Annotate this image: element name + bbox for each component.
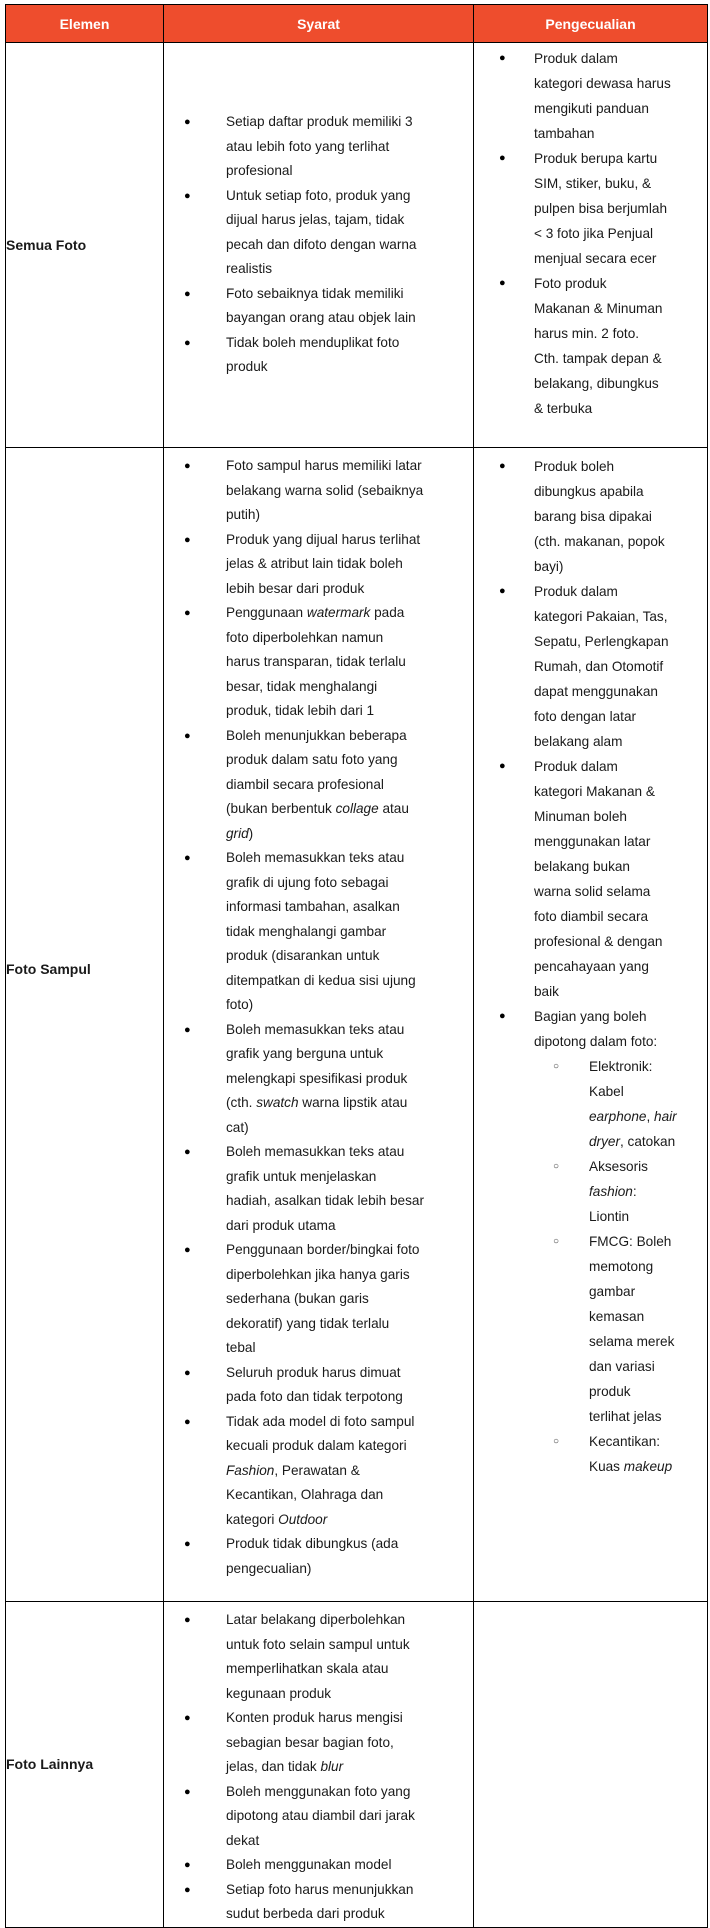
- list-item: [164, 1853, 473, 1878]
- hollow-bullet-icon: ○: [553, 1436, 560, 1447]
- hollow-bullet-icon: ○: [553, 1061, 560, 1072]
- list-item: [164, 1780, 473, 1854]
- hollow-bullet-icon: ○: [553, 1161, 560, 1172]
- bullet-icon: ●: [184, 460, 191, 472]
- list-item-text: Foto sebaiknya tidak memiliki bayangan orang atau objek lain: [226, 285, 416, 326]
- list-item-text: Produk berupa kartu SIM, stiker, buku, & pulpen bisa berjumlah < 3 foto jika Penjual menjual secara ecer: [534, 151, 668, 266]
- list-item-text: Produk dalam kategori dewasa harus mengikuti panduan tambahan: [534, 51, 671, 141]
- bullet-icon: ●: [184, 1538, 191, 1550]
- bullet-icon: ●: [184, 1883, 191, 1896]
- bullet-icon: ●: [184, 607, 191, 619]
- list-item-text: Boleh memasukkan teks atau grafik yang berguna untuk melengkapi spesifikasi produk (cth. swatch warna lipstik atau cat): [226, 1021, 408, 1135]
- list-item-text: Foto sampul harus memiliki latar belakang warna solid (sebaiknya putih): [226, 458, 424, 522]
- pengecualian-cell: [474, 1602, 708, 1928]
- sub-list-item: [474, 1229, 705, 1429]
- table-row-foto-sampul: [6, 448, 708, 1602]
- list-item-text: Produk yang dijual harus terlihat jelas & atribut lain tidak boleh lebih besar dari produk: [226, 531, 421, 596]
- list-item: [164, 331, 473, 380]
- italic-term: Fashion: [226, 1462, 275, 1478]
- sub-list-item-text: FMCG: Boleh memotong gambar kemasan selama merek dan variasi produk terlihat jelas: [589, 1234, 675, 1424]
- bullet-icon: ●: [499, 760, 506, 772]
- bullet-icon: ●: [184, 116, 191, 129]
- list-item-text: Setiap daftar produk memiliki 3 atau lebih foto yang terlihat profesional: [226, 114, 413, 179]
- list-item-text: Boleh memasukkan teks atau grafik untuk menjelaskan hadiah, asalkan tidak lebih besar dari produk utama: [226, 1144, 424, 1233]
- sub-list-item: [474, 1429, 705, 1479]
- list-item: [164, 184, 473, 282]
- pengecualian-cell: [474, 43, 708, 448]
- list-item: [164, 528, 473, 602]
- bullet-icon: ●: [499, 585, 506, 597]
- bullet-icon: ●: [499, 52, 506, 64]
- table-header-row: [6, 5, 708, 43]
- bullet-icon: ●: [184, 1614, 191, 1626]
- italic-term: Outdoor: [278, 1511, 328, 1527]
- list-item: [164, 1878, 473, 1927]
- syarat-list: [164, 1608, 473, 1927]
- italic-term: grid: [226, 825, 249, 841]
- bullet-icon: ●: [184, 1712, 191, 1724]
- list-item: [164, 1608, 473, 1706]
- list-item-text: Produk dalam kategori Pakaian, Tas, Sepatu, Perlengkapan Rumah, dan Otomotif dapat menggunakan foto dengan latar belakang alam: [534, 584, 669, 749]
- list-item-text: Boleh menggunakan foto yang dipotong atau diambil dari jarak dekat: [226, 1783, 415, 1848]
- italic-term: swatch: [256, 1095, 299, 1110]
- row-label-text: Semua Foto: [6, 237, 87, 253]
- pengecualian-list: [474, 454, 707, 1479]
- list-item: [164, 724, 473, 847]
- list-item: [164, 1361, 473, 1410]
- list-item: [474, 146, 707, 271]
- bullet-icon: ●: [499, 277, 506, 289]
- bullet-icon: ●: [184, 729, 191, 742]
- list-item: [164, 1532, 473, 1581]
- list-item-text: Produk dalam kategori Makanan & Minuman boleh menggunakan latar belakang bukan warna solid selama foto diambil secara profesional & dengan pencahayaan yang baik: [534, 759, 663, 999]
- row-label-text: Foto Lainnya: [6, 1756, 94, 1773]
- list-item-text: Foto produk Makanan & Minuman harus min. 2 foto. Cth. tampak depan & belakang, dibungkus & terbuka: [534, 276, 663, 416]
- italic-term: earphone: [589, 1109, 647, 1124]
- list-item: [474, 46, 707, 146]
- bullet-icon: ●: [184, 189, 191, 202]
- table-row-semua-foto: [6, 43, 708, 448]
- syarat-list: [164, 454, 473, 1581]
- list-item: [474, 454, 707, 579]
- list-item-text: Tidak ada model di foto sampul kecuali produk dalam kategori Fashion, Perawatan & Kecantikan, Olahraga dan kategori Outdoor: [226, 1413, 415, 1527]
- bullet-icon: ●: [499, 152, 506, 164]
- sub-list-item: [474, 1154, 705, 1229]
- bullet-icon: ●: [184, 287, 191, 300]
- syarat-cell: [164, 1602, 474, 1928]
- list-item-text: Penggunaan watermark pada foto diperbolehkan namun harus transparan, tidak terlalu besar, tidak menghalangi produk, tidak lebih dari 1: [226, 605, 406, 718]
- list-item-text: Produk tidak dibungkus (ada pengecualian): [226, 1536, 399, 1576]
- bullet-icon: ●: [184, 852, 191, 864]
- list-item: [164, 846, 473, 1018]
- italic-term: collage: [335, 801, 379, 816]
- sub-list-item-text: Elektronik: Kabel earphone, hair dryer, catokan: [589, 1059, 677, 1149]
- list-item-text: Boleh menunjukkan beberapa produk dalam satu foto yang diambil secara profesional (bukan berbentuk collage atau grid): [226, 727, 409, 841]
- bullet-icon: ●: [499, 460, 506, 472]
- bullet-icon: ●: [184, 1415, 191, 1428]
- list-item: [164, 1018, 473, 1141]
- bullet-icon: ●: [184, 1366, 191, 1379]
- list-item-text: Untuk setiap foto, produk yang dijual harus jelas, tajam, tidak pecah dan difoto dengan warna realistis: [226, 187, 417, 277]
- hollow-bullet-icon: ○: [553, 1236, 560, 1247]
- sub-list: [474, 1054, 705, 1479]
- bullet-icon: ●: [184, 1859, 191, 1871]
- row-label-text: Foto Sampul: [6, 960, 91, 977]
- sub-list-item: [474, 1054, 705, 1154]
- list-item: [164, 282, 473, 331]
- list-item: [164, 1706, 473, 1780]
- bullet-icon: ●: [184, 336, 191, 349]
- italic-term: hair dryer: [589, 1109, 677, 1149]
- sub-list-item-text: Kecantikan: Kuas makeup: [589, 1434, 673, 1474]
- bullet-icon: ●: [184, 1023, 191, 1036]
- list-item-text: Bagian yang boleh dipotong dalam foto:: [534, 1009, 658, 1049]
- list-item: [164, 601, 473, 724]
- list-item: [164, 454, 473, 528]
- photo-guidelines-table: [5, 4, 708, 1928]
- row-label: [6, 43, 164, 448]
- pengecualian-cell: [474, 448, 708, 1602]
- table-row-foto-lainnya: [6, 1602, 708, 1928]
- list-item: [164, 1238, 473, 1361]
- pengecualian-list: [474, 46, 707, 421]
- syarat-list: [164, 110, 473, 380]
- bullet-icon: ●: [184, 1244, 191, 1256]
- header-elemen: Elemen: [6, 5, 164, 43]
- list-item: [164, 1140, 473, 1238]
- list-item-text: Latar belakang diperbolehkan untuk foto selain sampul untuk memperlihatkan skala atau kegunaan produk: [226, 1612, 410, 1701]
- italic-term: makeup: [623, 1459, 673, 1474]
- list-item: [164, 110, 473, 184]
- bullet-icon: ●: [184, 533, 191, 546]
- list-item-text: Seluruh produk harus dimuat pada foto dan tidak terpotong: [226, 1364, 403, 1404]
- list-item-text: Tidak boleh menduplikat foto produk: [226, 334, 400, 375]
- list-item: [164, 1410, 473, 1533]
- row-label: [6, 1602, 164, 1928]
- syarat-cell: [164, 448, 474, 1602]
- list-item: [474, 1004, 707, 1479]
- italic-term: fashion: [589, 1184, 633, 1199]
- italic-term: watermark: [306, 605, 371, 620]
- list-item: [474, 754, 707, 1004]
- row-label: [6, 448, 164, 1602]
- bullet-icon: ●: [499, 1010, 506, 1022]
- header-syarat: Syarat: [164, 5, 474, 43]
- list-item-text: Setiap foto harus menunjukkan sudut berbeda dari produk: [226, 1881, 414, 1921]
- list-item-text: Konten produk harus mengisi sebagian besar bagian foto, jelas, dan tidak blur: [226, 1710, 403, 1774]
- header-pengecualian: Pengecualian: [474, 5, 708, 43]
- sub-list-item-text: Aksesoris fashion: Liontin: [589, 1159, 648, 1224]
- bullet-icon: ●: [184, 1785, 191, 1798]
- italic-term: blur: [320, 1759, 344, 1774]
- list-item-text: Penggunaan border/bingkai foto diperbolehkan jika hanya garis sederhana (bukan garis dekoratif) yang tidak terlalu tebal: [226, 1242, 420, 1355]
- list-item-text: Boleh menggunakan model: [226, 1857, 392, 1872]
- list-item-text: Produk boleh dibungkus apabila barang bisa dipakai (cth. makanan, popok bayi): [534, 459, 665, 574]
- list-item: [474, 271, 707, 421]
- list-item: [474, 579, 707, 754]
- syarat-cell: [164, 43, 474, 448]
- bullet-icon: ●: [184, 1146, 191, 1158]
- list-item-text: Boleh memasukkan teks atau grafik di ujung foto sebagai informasi tambahan, asalkan tidak menghalangi gambar produk (disarankan untuk ditempatkan di kedua sisi ujung foto): [226, 850, 416, 1012]
